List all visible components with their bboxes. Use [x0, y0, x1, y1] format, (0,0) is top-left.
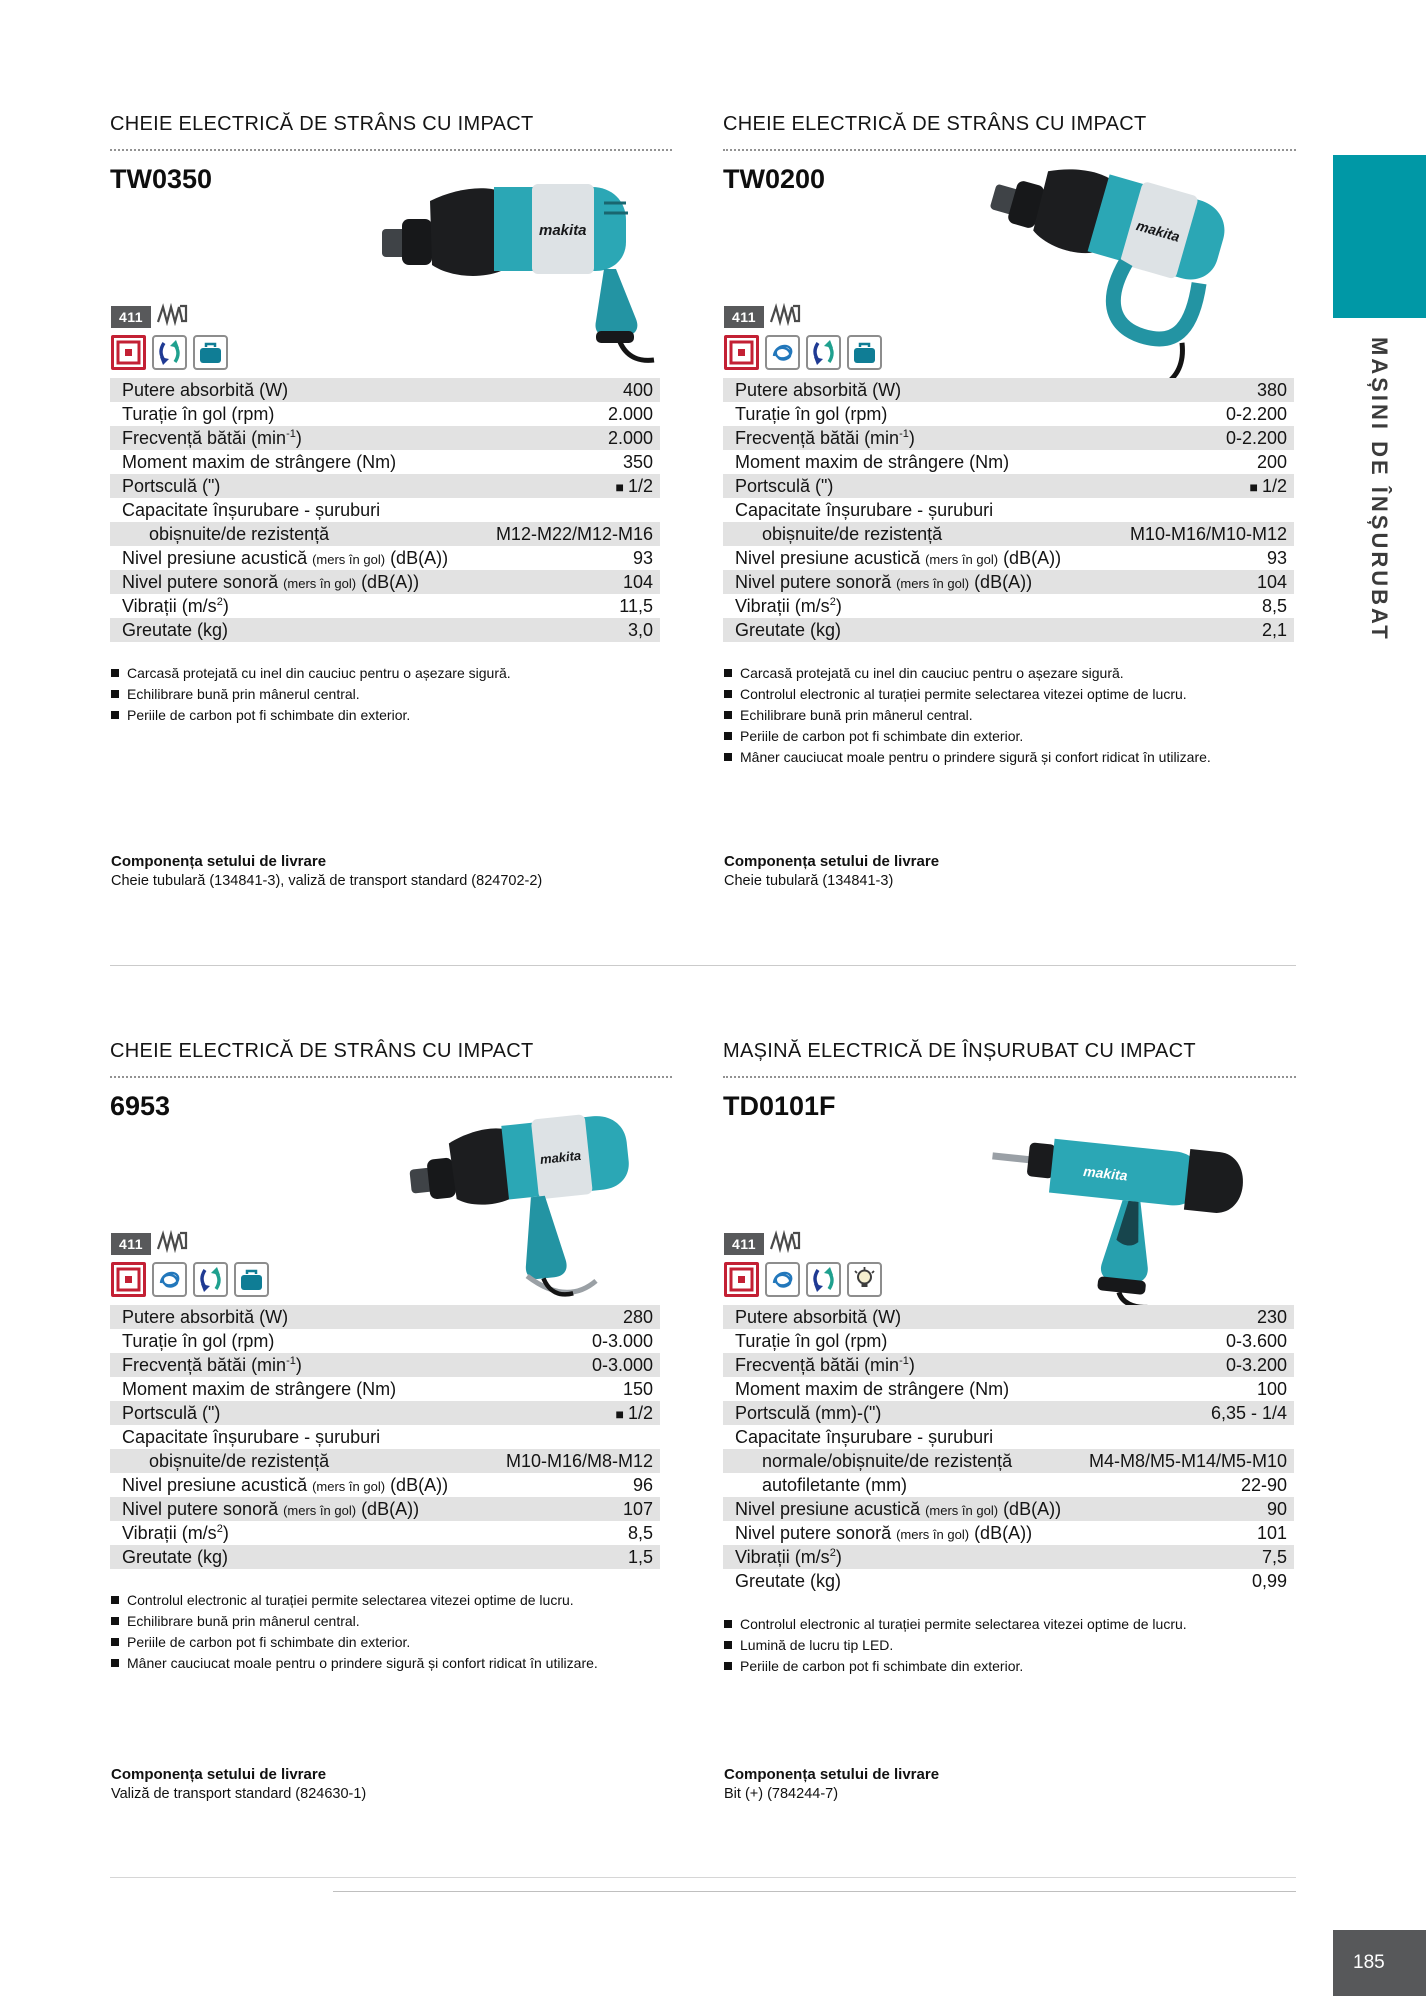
delivery-items: Bit (+) (784244-7)	[724, 1786, 839, 1802]
spec-label: Turație în gol (rpm)	[122, 403, 275, 424]
spec-label: Nivel presiune acustică (mers în gol) (dB(A))	[122, 1474, 449, 1495]
spec-row	[723, 474, 1294, 498]
spec-row	[723, 618, 1294, 642]
delivery-heading: Componența setului de livrare	[111, 853, 327, 870]
spec-label: Nivel putere sonoră (mers în gol) (dB(A))	[122, 571, 420, 592]
category-title: CHEIE ELECTRICĂ DE STRÂNS CU IMPACT	[723, 113, 1296, 151]
spec-value: 8,5	[627, 1522, 653, 1543]
spec-value: 400	[622, 379, 653, 400]
category-title: CHEIE ELECTRICĂ DE STRÂNS CU IMPACT	[110, 113, 672, 151]
spec-row	[723, 1545, 1294, 1569]
spec-value: 93	[632, 547, 653, 568]
spec-row	[723, 1449, 1294, 1473]
svg-text:makita: makita	[1082, 1162, 1129, 1184]
spec-value: 150	[622, 1378, 653, 1399]
spec-row	[723, 450, 1294, 474]
spec-row	[723, 546, 1294, 570]
delivery-block	[724, 1766, 1296, 1802]
feature-icon-row	[724, 1262, 882, 1297]
spec-label: Vibrații $(m/s^2)$	[735, 595, 842, 616]
product-photo	[991, 1068, 1291, 1306]
spec-row	[723, 570, 1294, 594]
spec-value: 0-3.000	[591, 1330, 653, 1351]
product-model: TW0350	[110, 164, 213, 194]
feature-item	[111, 685, 672, 704]
spec-value: 8,5	[1261, 595, 1287, 616]
delivery-items: Cheie tubulară (134841-3)	[724, 873, 894, 889]
spec-label: Nivel presiune acustică (mers în gol) (dB(A))	[735, 547, 1062, 568]
spec-label: Nivel putere sonoră (mers în gol) (dB(A))	[122, 1498, 420, 1519]
spec-value: M10-M16/M8-M12	[505, 1450, 653, 1471]
spec-row	[110, 1449, 660, 1473]
square-drive-icon	[111, 335, 146, 370]
spec-label: obișnuite/de rezistență	[149, 523, 330, 544]
spec-row	[723, 1497, 1294, 1521]
feature-text: Mâner cauciucat moale pentru o prindere sigură și confort ridicat în utilizare.	[740, 749, 1211, 765]
category-title: MAȘINĂ ELECTRICĂ DE ÎNȘURUBAT CU IMPACT	[723, 1040, 1296, 1078]
delivery-items: Valiză de transport standard (824630-1)	[111, 1786, 367, 1802]
bullet-square-icon	[724, 711, 732, 719]
forward-reverse-icon	[806, 1262, 841, 1297]
footer-rule-top	[110, 1877, 1296, 1878]
product-section	[723, 113, 1296, 968]
feature-item	[111, 1633, 672, 1652]
spec-value: 96	[632, 1474, 653, 1495]
spec-value: 0-3.000	[591, 1354, 653, 1375]
spec-row	[723, 1569, 1294, 1593]
spec-label: Moment maxim de strângere (Nm)	[735, 1378, 1010, 1399]
feature-item	[111, 664, 672, 683]
spec-label: Putere absorbită (W)	[122, 1306, 289, 1327]
feature-icon-row	[724, 335, 882, 370]
feature-item	[111, 1591, 672, 1610]
feature-text: Echilibrare bună prin mânerul central.	[740, 707, 973, 723]
feature-text: Lumină de lucru tip LED.	[740, 1637, 894, 1653]
badge-row	[111, 302, 188, 331]
feature-item	[724, 664, 1296, 683]
spec-row	[110, 474, 660, 498]
spec-value: 107	[622, 1498, 653, 1519]
spec-row	[723, 402, 1294, 426]
spec-label: autofiletante (mm)	[762, 1474, 908, 1495]
spec-table	[110, 378, 660, 642]
feature-text: Controlul electronic al turației permite selectarea vitezei optime de lucru.	[127, 1592, 574, 1608]
bullet-square-icon	[724, 1641, 732, 1649]
spec-label: obișnuite/de rezistență	[149, 1450, 330, 1471]
spec-row	[723, 1353, 1294, 1377]
spec-label: Putere absorbită (W)	[735, 379, 902, 400]
spec-row	[723, 1401, 1294, 1425]
spec-value: ■ 1/2	[615, 1402, 653, 1423]
badge-row	[724, 302, 801, 331]
spec-row	[723, 378, 1294, 402]
spec-table	[723, 1305, 1294, 1593]
product-photo	[981, 135, 1289, 390]
bullet-square-icon	[724, 669, 732, 677]
bullet-square-icon	[724, 753, 732, 761]
spec-value: 2.000	[607, 403, 653, 424]
spec-row	[723, 498, 1294, 522]
product-photo	[382, 137, 682, 365]
footer-rule-bottom	[333, 1891, 1296, 1892]
feature-text: Controlul electronic al turației permite selectarea vitezei optime de lucru.	[740, 686, 1187, 702]
spec-label: Nivel presiune acustică (mers în gol) (dB(A))	[735, 1498, 1062, 1519]
spec-value: 350	[622, 451, 653, 472]
spec-table	[110, 1305, 660, 1569]
spec-row	[110, 594, 660, 618]
carry-case-icon	[193, 335, 228, 370]
spec-row	[110, 1521, 660, 1545]
page-number: 185	[1353, 1952, 1385, 1973]
feature-text: Carcasă protejată cu inel din cauciuc pentru o așezare sigură.	[740, 665, 1124, 681]
delivery-block	[724, 853, 1296, 889]
feature-text: Controlul electronic al turației permite selectarea vitezei optime de lucru.	[740, 1616, 1187, 1632]
spring-icon	[769, 302, 801, 331]
spec-label: Portsculă (")	[735, 475, 834, 496]
section-divider	[110, 965, 1296, 966]
product-model: TD0101F	[723, 1091, 836, 1121]
spec-row	[110, 1545, 660, 1569]
product-model: TW0200	[723, 164, 826, 194]
spec-value: 280	[622, 1306, 653, 1327]
bullet-square-icon	[724, 732, 732, 740]
accessory-group-badge: 411	[111, 306, 151, 328]
spec-value: M12-M22/M12-M16	[495, 523, 653, 544]
spec-row	[723, 1425, 1294, 1449]
feature-item	[111, 1654, 672, 1673]
electronic-control-icon	[765, 335, 800, 370]
spec-label: obișnuite/de rezistență	[762, 523, 943, 544]
spec-label: Turație în gol (rpm)	[122, 1330, 275, 1351]
feature-icon-row	[111, 335, 228, 370]
spec-row	[723, 594, 1294, 618]
spec-label: Portsculă (mm)-(")	[735, 1402, 882, 1423]
spec-row	[723, 1473, 1294, 1497]
spec-value: 22-90	[1240, 1474, 1287, 1495]
bullet-square-icon	[111, 690, 119, 698]
spec-value: 6,35 - 1/4	[1210, 1402, 1287, 1423]
spec-value: 2,1	[1261, 619, 1287, 640]
page-number-box	[1333, 1930, 1426, 1996]
spring-icon	[769, 1229, 801, 1258]
feature-text: Echilibrare bună prin mânerul central.	[127, 686, 360, 702]
feature-item	[111, 1612, 672, 1631]
square-drive-icon	[111, 1262, 146, 1297]
spec-value: 93	[1266, 547, 1287, 568]
spec-value: 0,99	[1251, 1570, 1287, 1591]
spec-label: Portsculă (")	[122, 1402, 221, 1423]
accessory-group-badge: 411	[111, 1233, 151, 1255]
spec-table	[723, 378, 1294, 642]
spec-row	[110, 450, 660, 474]
spec-value: 104	[1256, 571, 1287, 592]
spec-value: 3,0	[627, 619, 653, 640]
delivery-heading: Componența setului de livrare	[111, 1766, 327, 1783]
spec-value: 90	[1266, 1498, 1287, 1519]
svg-text:makita: makita	[539, 222, 587, 239]
spec-value: M10-M16/M10-M12	[1129, 523, 1287, 544]
spec-label: Capacitate înșurubare - șuruburi	[735, 499, 994, 520]
spec-value: 100	[1256, 1378, 1287, 1399]
spec-row	[110, 570, 660, 594]
spec-label: Putere absorbită (W)	[735, 1306, 902, 1327]
svg-text:makita: makita	[1134, 217, 1182, 245]
feature-text: Mâner cauciucat moale pentru o prindere sigură și confort ridicat în utilizare.	[127, 1655, 598, 1671]
spec-label: Nivel putere sonoră (mers în gol) (dB(A))	[735, 571, 1033, 592]
badge-row	[111, 1229, 188, 1258]
spec-row	[110, 1497, 660, 1521]
category-title: CHEIE ELECTRICĂ DE STRÂNS CU IMPACT	[110, 1040, 672, 1078]
spec-row	[110, 1329, 660, 1353]
spec-value: ■ 1/2	[615, 475, 653, 496]
spec-row	[110, 426, 660, 450]
spec-value: 230	[1256, 1306, 1287, 1327]
bullet-square-icon	[724, 690, 732, 698]
accessory-group-badge: 411	[724, 306, 764, 328]
spec-row	[110, 1353, 660, 1377]
feature-text: Periile de carbon pot fi schimbate din exterior.	[127, 707, 411, 723]
spec-label: Turație în gol (rpm)	[735, 1330, 888, 1351]
carry-case-icon	[847, 335, 882, 370]
spring-icon	[156, 1229, 188, 1258]
feature-item	[111, 706, 672, 725]
spec-row	[110, 1377, 660, 1401]
square-drive-icon	[724, 335, 759, 370]
feature-list	[724, 1615, 1296, 1678]
spec-label: Turație în gol (rpm)	[735, 403, 888, 424]
feature-list	[724, 664, 1296, 769]
bullet-square-icon	[111, 1659, 119, 1667]
feature-text: Periile de carbon pot fi schimbate din exterior.	[740, 728, 1024, 744]
bullet-square-icon	[111, 1617, 119, 1625]
spec-row	[110, 522, 660, 546]
spec-row	[110, 1401, 660, 1425]
spec-value: 11,5	[619, 595, 653, 616]
forward-reverse-icon	[806, 335, 841, 370]
spec-value: 0-3.600	[1225, 1330, 1287, 1351]
spec-label: Vibrații $(m/s^2)$	[122, 1522, 229, 1543]
square-drive-icon	[724, 1262, 759, 1297]
spec-value: 0-2.200	[1225, 427, 1287, 448]
spec-label: Moment maxim de strângere (Nm)	[735, 451, 1010, 472]
spec-label: Vibrații $(m/s^2)$	[735, 1546, 842, 1567]
spec-label: Moment maxim de strângere (Nm)	[122, 451, 397, 472]
spec-label: Capacitate înșurubare - șuruburi	[122, 1426, 381, 1447]
led-light-icon	[847, 1262, 882, 1297]
bullet-square-icon	[111, 1638, 119, 1646]
bullet-square-icon	[111, 711, 119, 719]
feature-item	[724, 685, 1296, 704]
spec-value: 104	[622, 571, 653, 592]
bullet-square-icon	[111, 669, 119, 677]
electronic-control-icon	[765, 1262, 800, 1297]
spec-value: 380	[1256, 379, 1287, 400]
feature-item	[724, 706, 1296, 725]
spec-row	[110, 378, 660, 402]
spec-value: ■ 1/2	[1249, 475, 1287, 496]
bullet-square-icon	[111, 1596, 119, 1604]
feature-item	[724, 1615, 1296, 1634]
bullet-square-icon	[724, 1662, 732, 1670]
spec-label: Frecvență bătăi $(\min^{-1})$	[735, 1354, 915, 1375]
bullet-square-icon	[724, 1620, 732, 1628]
feature-item	[724, 748, 1296, 767]
carry-case-icon	[234, 1262, 269, 1297]
svg-text:makita: makita	[539, 1147, 582, 1168]
delivery-block	[111, 853, 672, 889]
spec-value: 7,5	[1261, 1546, 1287, 1567]
spec-row	[723, 426, 1294, 450]
spec-value: 1,5	[627, 1546, 653, 1567]
badge-row	[724, 1229, 801, 1258]
spec-label: Greutate (kg)	[122, 1546, 229, 1567]
feature-item	[724, 1657, 1296, 1676]
spec-label: Nivel putere sonoră (mers în gol) (dB(A))	[735, 1522, 1033, 1543]
delivery-heading: Componența setului de livrare	[724, 1766, 940, 1783]
product-model: 6953	[110, 1091, 171, 1121]
product-section	[723, 1040, 1296, 1895]
spec-label: Greutate (kg)	[735, 1570, 842, 1591]
spec-label: Greutate (kg)	[735, 619, 842, 640]
spec-label: Nivel presiune acustică (mers în gol) (dB(A))	[122, 547, 449, 568]
spec-label: Frecvență bătăi $(\min^{-1})$	[122, 427, 302, 448]
product-photo	[406, 1078, 678, 1310]
spec-row	[110, 1473, 660, 1497]
product-section	[110, 1040, 672, 1895]
spec-row	[723, 1377, 1294, 1401]
electronic-control-icon	[152, 1262, 187, 1297]
spec-label: Frecvență bătăi $(\min^{-1})$	[122, 1354, 302, 1375]
spec-value: 0-3.200	[1225, 1354, 1287, 1375]
feature-text: Periile de carbon pot fi schimbate din exterior.	[740, 1658, 1024, 1674]
spec-row	[723, 1329, 1294, 1353]
spec-value: 2.000	[607, 427, 653, 448]
chapter-vertical-label: MAȘINI DE ÎNȘURUBAT	[1367, 337, 1392, 642]
delivery-block	[111, 1766, 672, 1802]
spec-row	[110, 402, 660, 426]
spec-label: Greutate (kg)	[122, 619, 229, 640]
product-section	[110, 113, 672, 968]
spec-row	[110, 1425, 660, 1449]
spec-label: Portsculă (")	[122, 475, 221, 496]
spec-row	[110, 546, 660, 570]
spec-value: 200	[1256, 451, 1287, 472]
spec-label: Frecvență bătăi $(\min^{-1})$	[735, 427, 915, 448]
forward-reverse-icon	[152, 335, 187, 370]
feature-item	[724, 1636, 1296, 1655]
accessory-group-badge: 411	[724, 1233, 764, 1255]
spec-row	[723, 522, 1294, 546]
feature-list	[111, 1591, 672, 1675]
spec-value: 101	[1256, 1522, 1287, 1543]
spec-value: M4-M8/M5-M14/M5-M10	[1088, 1450, 1287, 1471]
spec-row	[110, 1305, 660, 1329]
spring-icon	[156, 302, 188, 331]
spec-row	[723, 1305, 1294, 1329]
forward-reverse-icon	[193, 1262, 228, 1297]
spec-label: Vibrații $(m/s^2)$	[122, 595, 229, 616]
feature-text: Periile de carbon pot fi schimbate din exterior.	[127, 1634, 411, 1650]
spec-row	[723, 1521, 1294, 1545]
spec-label: Capacitate înșurubare - șuruburi	[122, 499, 381, 520]
spec-label: Putere absorbită (W)	[122, 379, 289, 400]
feature-list	[111, 664, 672, 727]
spec-label: normale/obișnuite/de rezistență	[762, 1450, 1013, 1471]
delivery-items: Cheie tubulară (134841-3), valiză de transport standard (824702-2)	[111, 873, 543, 889]
feature-item	[724, 727, 1296, 746]
feature-icon-row	[111, 1262, 269, 1297]
delivery-heading: Componența setului de livrare	[724, 853, 940, 870]
chapter-tab	[1333, 155, 1426, 318]
feature-text: Echilibrare bună prin mânerul central.	[127, 1613, 360, 1629]
spec-value: 0-2.200	[1225, 403, 1287, 424]
spec-label: Capacitate înșurubare - șuruburi	[735, 1426, 994, 1447]
spec-row	[110, 498, 660, 522]
spec-row	[110, 618, 660, 642]
feature-text: Carcasă protejată cu inel din cauciuc pentru o așezare sigură.	[127, 665, 511, 681]
spec-label: Moment maxim de strângere (Nm)	[122, 1378, 397, 1399]
